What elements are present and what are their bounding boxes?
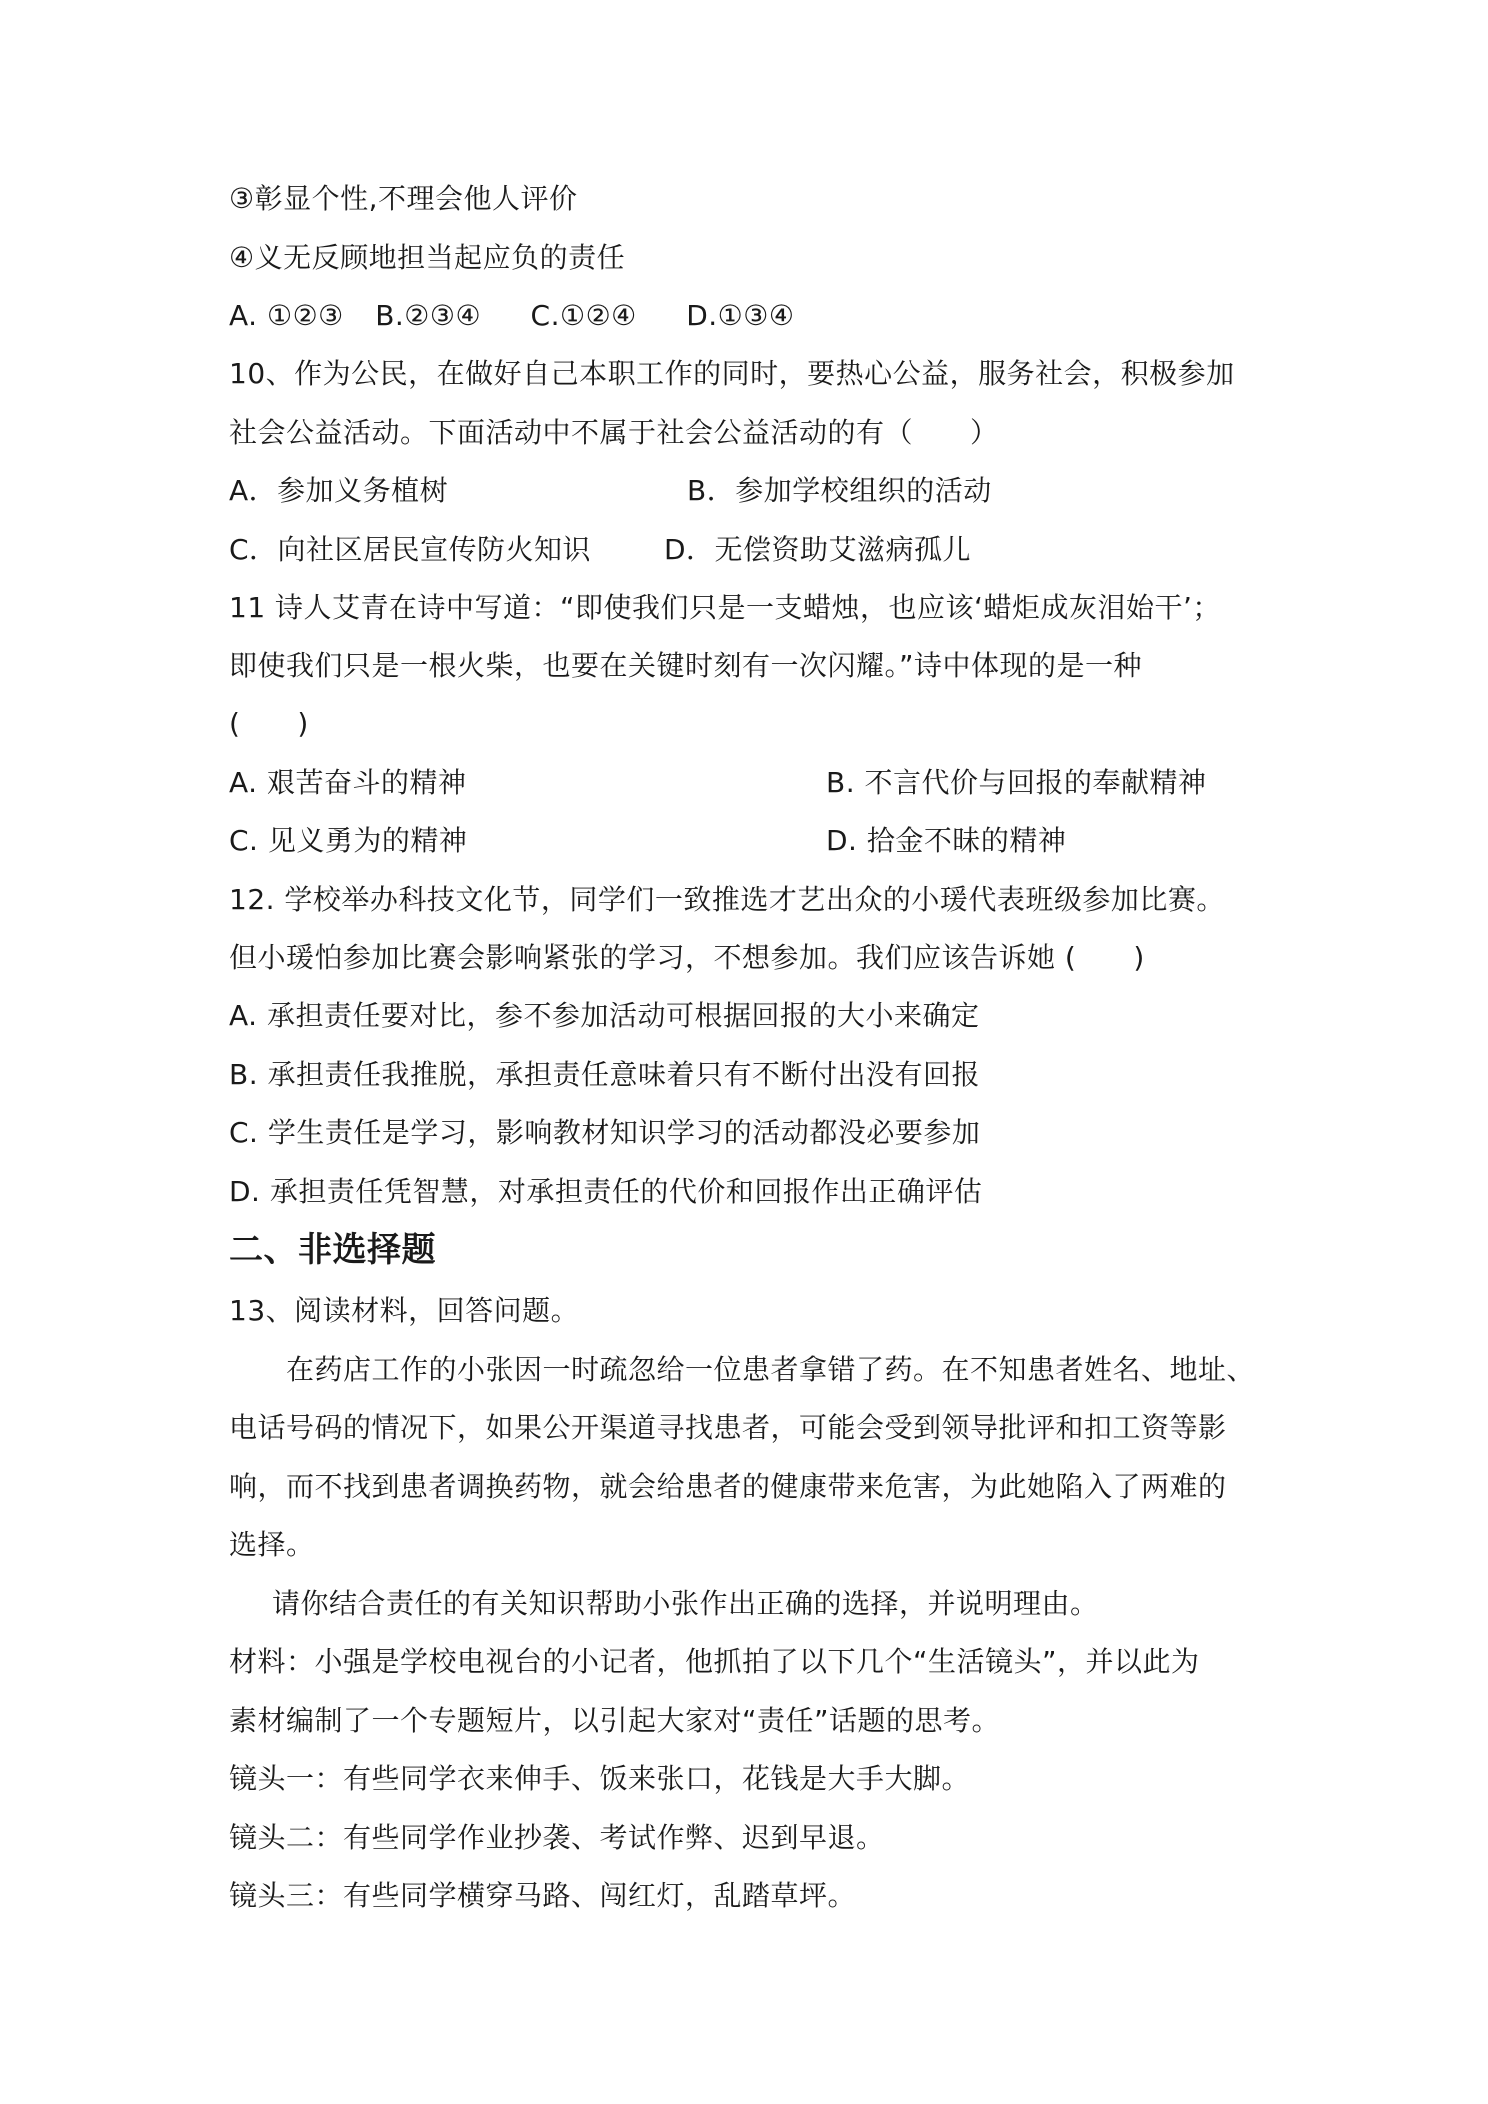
answer-options-row [229, 298, 794, 334]
question-13-para-1-line-2: 电话号码的情况下，如果公开渠道寻找患者，可能会受到领导批评和扣工资等影 [229, 1411, 1227, 1444]
question-13-para-1-line-1: 在药店工作的小张因一时疏忽给一位患者拿错了药。在不知患者姓名、地址、 [286, 1353, 1256, 1386]
question-12-line-2: 但小瑗怕参加比赛会影响紧张的学习，不想参加。我们应该告诉她 ( ) [229, 941, 1145, 974]
question-10-option-a: A．参加义务植树 [229, 474, 449, 507]
section-heading-non-choice: 二、非选择题 [229, 1230, 436, 1270]
question-11-option-d: D. 拾金不昧的精神 [826, 824, 1067, 857]
question-13-para-1-line-3: 响，而不找到患者调换药物，就会给患者的健康带来危害，为此她陷入了两难的 [229, 1470, 1227, 1503]
question-13-prompt: 请你结合责任的有关知识帮助小张作出正确的选择，并说明理由。 [272, 1587, 1099, 1620]
question-12-option-d: D. 承担责任凭智慧，对承担责任的代价和回报作出正确评估 [229, 1175, 983, 1208]
question-11-line-1: 11 诗人艾青在诗中写道：“即使我们只是一支蜡烛，也应该‘蜡炬成灰泪始干’； [229, 591, 1221, 624]
material-line-1: 材料：小强是学校电视台的小记者，他抓拍了以下几个“生活镜头”，并以此为 [229, 1645, 1200, 1678]
scene-3: 镜头三：有些同学横穿马路、闯红灯，乱踏草坪。 [229, 1879, 857, 1912]
question-13-para-1-line-4: 选择。 [229, 1528, 315, 1561]
scene-2: 镜头二：有些同学作业抄袭、考试作弊、迟到早退。 [229, 1821, 885, 1854]
question-11-option-a: A. 艰苦奋斗的精神 [229, 766, 467, 799]
answer-option-b: B.②③④ [375, 299, 482, 332]
question-11-line-2: 即使我们只是一根火柴，也要在关键时刻有一次闪耀。”诗中体现的是一种 [229, 649, 1143, 682]
question-11-answer-blank: ( ) [229, 707, 309, 740]
question-12-option-b: B. 承担责任我推脱，承担责任意味着只有不断付出没有回报 [229, 1058, 981, 1091]
question-12-option-c: C. 学生责任是学习，影响教材知识学习的活动都没必要参加 [229, 1116, 981, 1149]
material-line-2: 素材编制了一个专题短片，以引起大家对“责任”话题的思考。 [229, 1704, 1001, 1737]
question-10-line-1: 10、作为公民，在做好自己本职工作的同时，要热心公益，服务社会，积极参加 [229, 357, 1235, 390]
question-12-option-a: A. 承担责任要对比，参不参加活动可根据回报的大小来确定 [229, 999, 980, 1032]
answer-option-c: C.①②④ [530, 299, 637, 332]
option-3-line: ③彰显个性,不理会他人评价 [229, 182, 578, 215]
answer-option-d: D.①③④ [686, 299, 795, 332]
question-11-option-c: C. 见义勇为的精神 [229, 824, 468, 857]
question-13-title: 13、阅读材料，回答问题。 [229, 1294, 580, 1327]
scene-1: 镜头一：有些同学衣来伸手、饭来张口，花钱是大手大脚。 [229, 1762, 971, 1795]
question-10-line-2: 社会公益活动。下面活动中不属于社会公益活动的有（ ） [229, 416, 999, 449]
option-4-line: ④义无反顾地担当起应负的责任 [229, 241, 626, 274]
question-10-option-c: C．向社区居民宣传防火知识 [229, 533, 592, 566]
answer-option-a: A. ①②③ [229, 299, 344, 332]
question-10-option-d: D．无偿资助艾滋病孤儿 [664, 533, 972, 566]
question-12-line-1: 12. 学校举办科技文化节，同学们一致推选才艺出众的小瑗代表班级参加比赛。 [229, 883, 1225, 916]
question-11-option-b: B. 不言代价与回报的奉献精神 [826, 766, 1207, 799]
question-10-option-b: B．参加学校组织的活动 [687, 474, 992, 507]
